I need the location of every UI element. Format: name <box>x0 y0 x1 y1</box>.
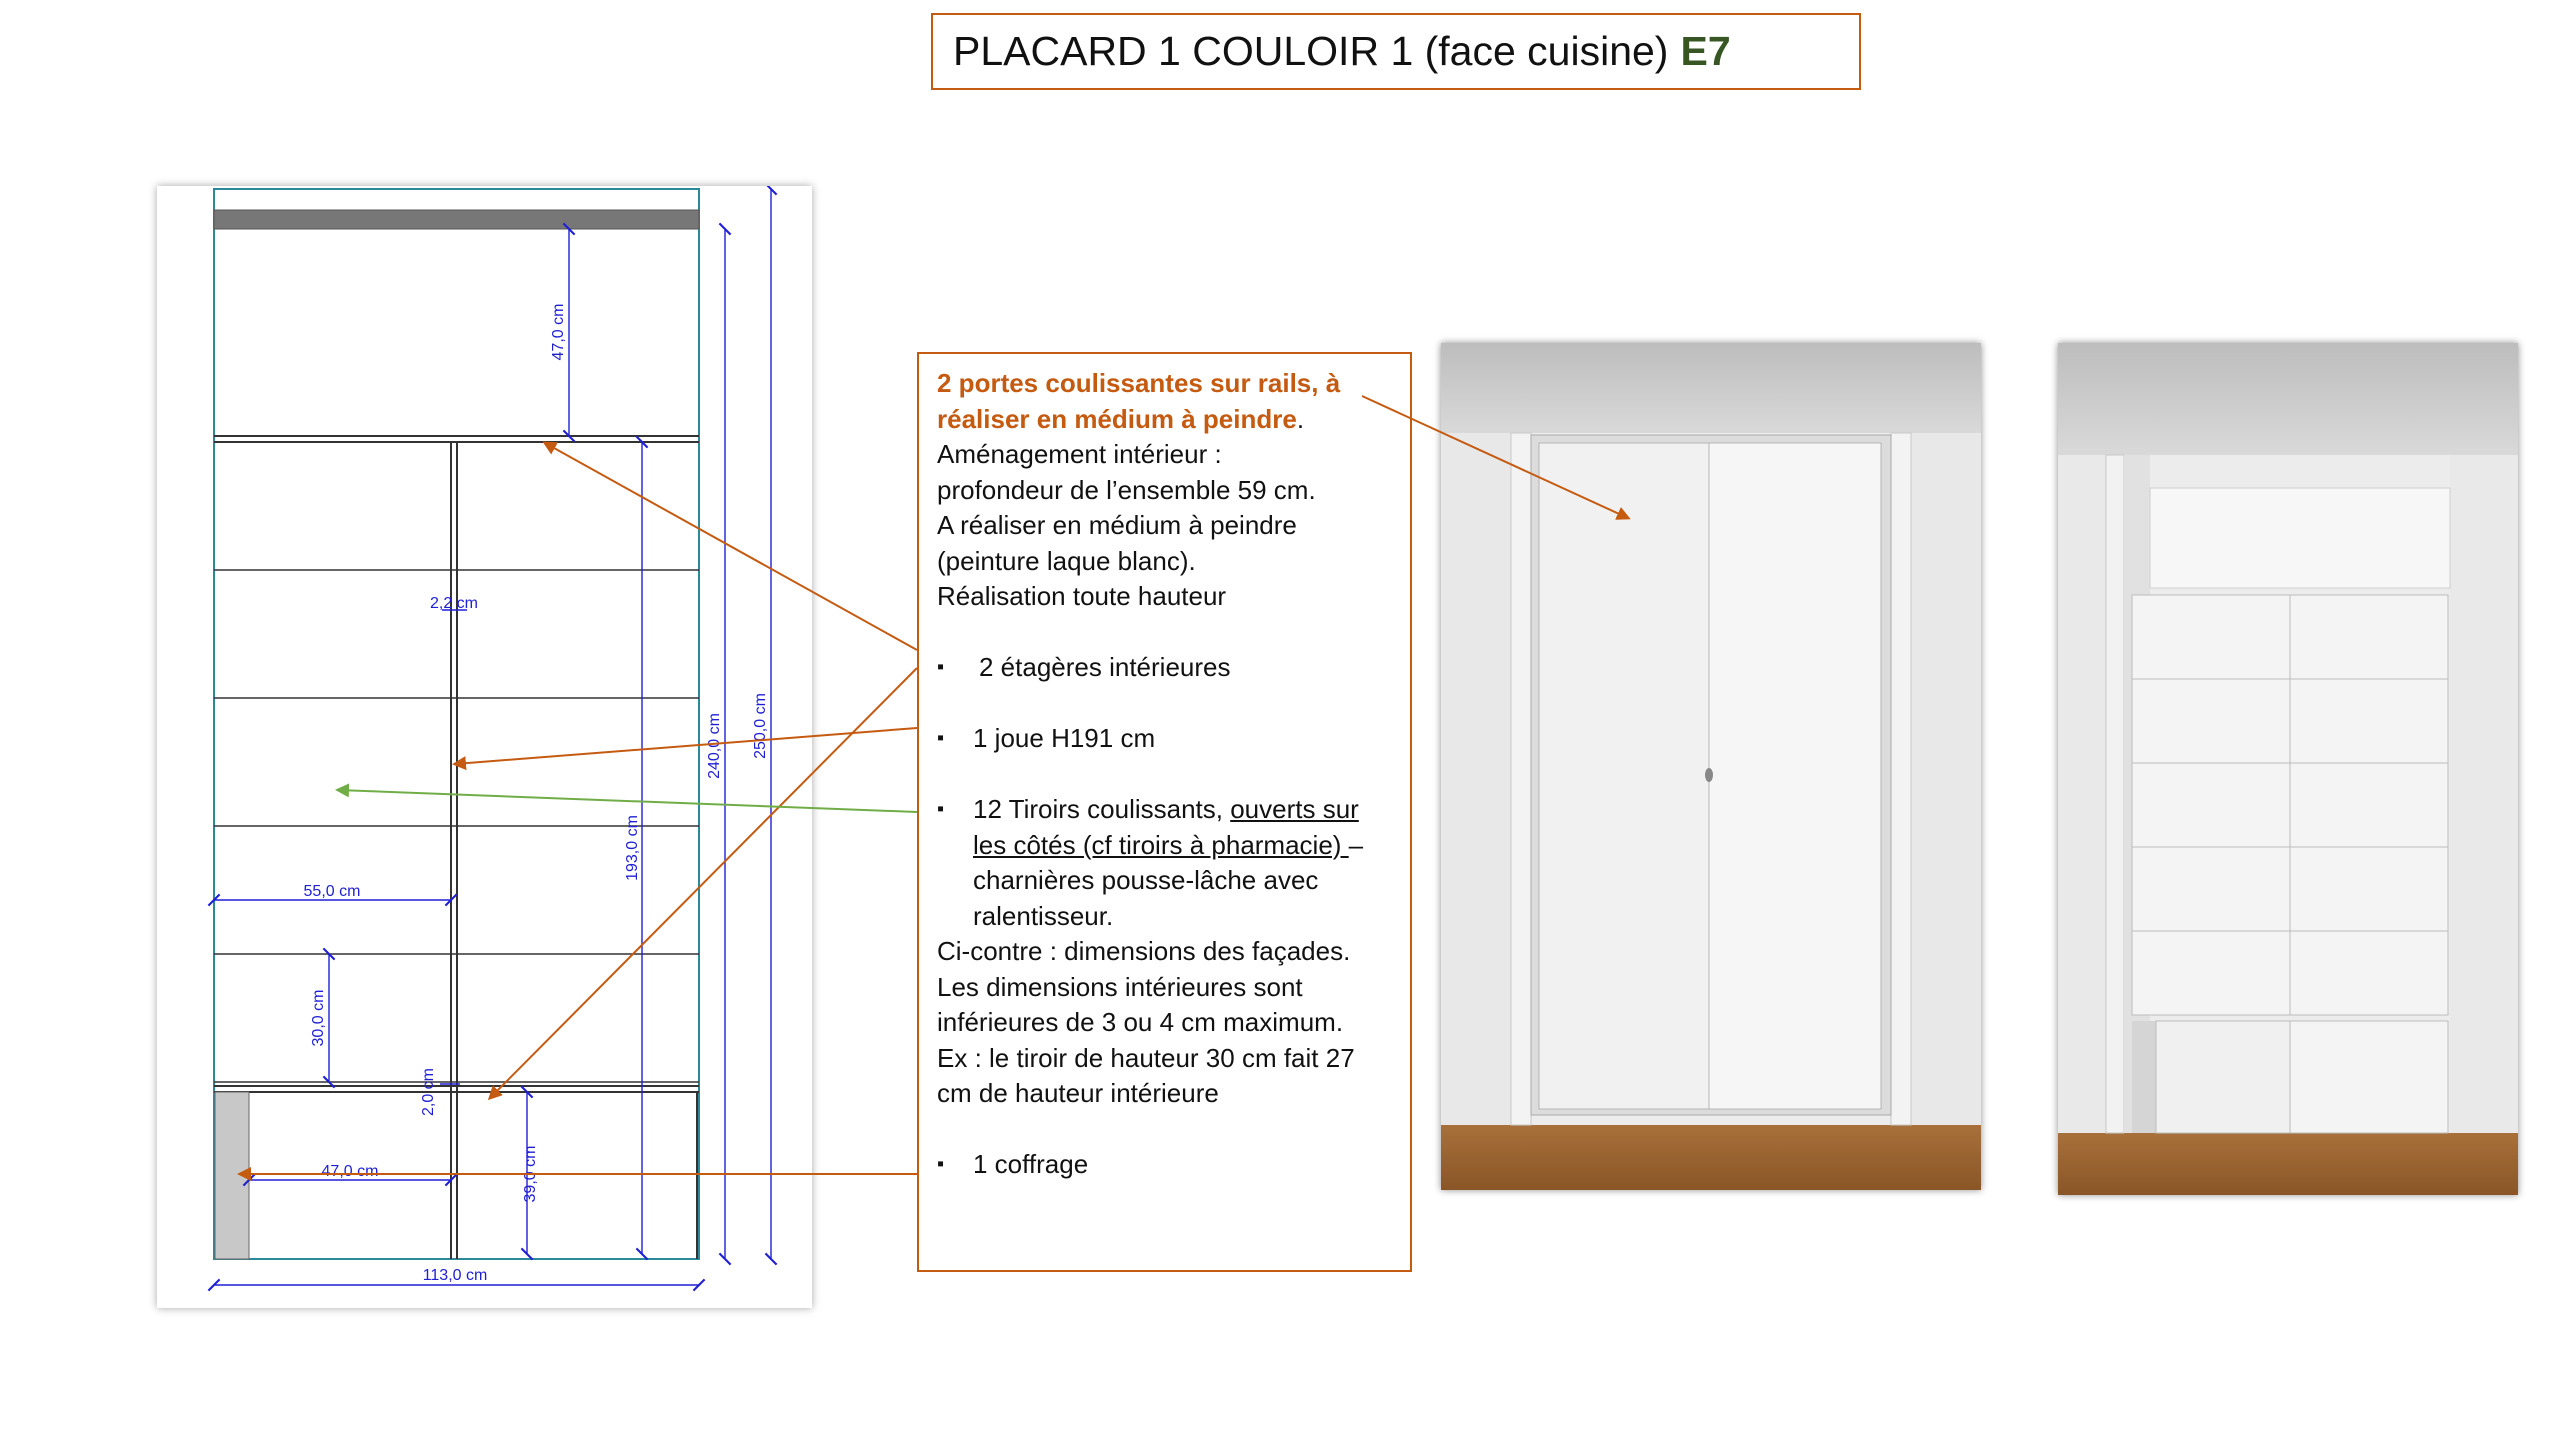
page-title <box>931 13 1861 90</box>
note-line: (peinture laque blanc). <box>937 545 1196 576</box>
dim-drawer-height: 30,0 cm <box>310 989 327 1047</box>
title-code: E7 <box>1680 28 1731 74</box>
bullet-joue: ▪ 1 joue H191 cm <box>937 723 1156 753</box>
dim-joue-height: 193,0 cm <box>624 815 641 881</box>
notes-headline: 2 portes coulissantes sur rails, à réaliser en médium à peindre <box>937 368 1341 434</box>
note-line: profondeur de l’ensemble 59 cm. <box>937 474 1316 505</box>
title-text: PLACARD 1 COULOIR 1 (face cuisine) <box>953 28 1669 74</box>
note-line: Les dimensions intérieures sont inférieures de 3 ou 4 cm maximum. <box>937 971 1344 1037</box>
dim-height-240: 240,0 cm <box>706 713 723 779</box>
render-closed-doors <box>1441 343 1981 1190</box>
note-line: Ex : le tiroir de hauteur 30 cm fait 27 cm de hauteur intérieure <box>937 1042 1355 1108</box>
top-rail <box>214 210 699 229</box>
elevation-drawing-panel <box>157 186 812 1308</box>
note-line: Réalisation toute hauteur <box>937 581 1227 611</box>
specification-notes: 2 portes coulissantes sur rails, à réaliser en médium à peindre. Aménagement intérieur : profondeur de l’ensemble 59 cm. A réaliser en médium à peindre (peinture laque blanc). Réalisation toute hauteur ▪ 2 étagères intérieures ▪ 1 joue H191 cm ▪ 12 Tiroirs coulissants, ouverts sur les côtés (cf tiroirs à pharmacie) – charnières pousse-lâche avec ralentisseur. Ci-contre : dimensions des façades. Les dimensions intérieures sont inférieures de 3 ou 4 cm maximum. Ex : le tiroir de hauteur 30 cm fait 27 cm de hauteur intérieure ▪ 1 coffrage <box>917 352 1412 1272</box>
note-line: A réaliser en médium à peindre <box>937 510 1297 540</box>
dim-shelf-gap: 2,0 cm <box>420 1067 437 1117</box>
dim-total-width: 113,0 cm <box>422 1267 488 1284</box>
bullet-shelves: ▪ 2 étagères intérieures <box>937 652 1231 682</box>
dim-drawer-width: 55,0 cm <box>303 883 361 900</box>
dim-coffrage-width: 47,0 cm <box>321 1163 379 1180</box>
dim-joue-thickness: 2,2 cm <box>429 595 479 612</box>
dim-bottom-height: 39,0 cm <box>522 1145 539 1203</box>
coffrage <box>215 1092 249 1259</box>
note-line: Aménagement intérieur : <box>937 439 1222 469</box>
dim-top-space: 47,0 cm <box>550 303 567 361</box>
note-line: Ci-contre : dimensions des façades. <box>937 936 1351 966</box>
elevation-drawing <box>157 186 812 1308</box>
dim-height-250: 250,0 cm <box>752 693 769 759</box>
render-interior <box>2058 343 2518 1195</box>
bullet-coffrage: ▪ 1 coffrage <box>937 1149 1089 1179</box>
bullet-drawers: ▪ 12 Tiroirs coulissants, ouverts sur les côtés (cf tiroirs à pharmacie) – charnières pousse-lâche avec ralentisseur. <box>937 794 1364 931</box>
